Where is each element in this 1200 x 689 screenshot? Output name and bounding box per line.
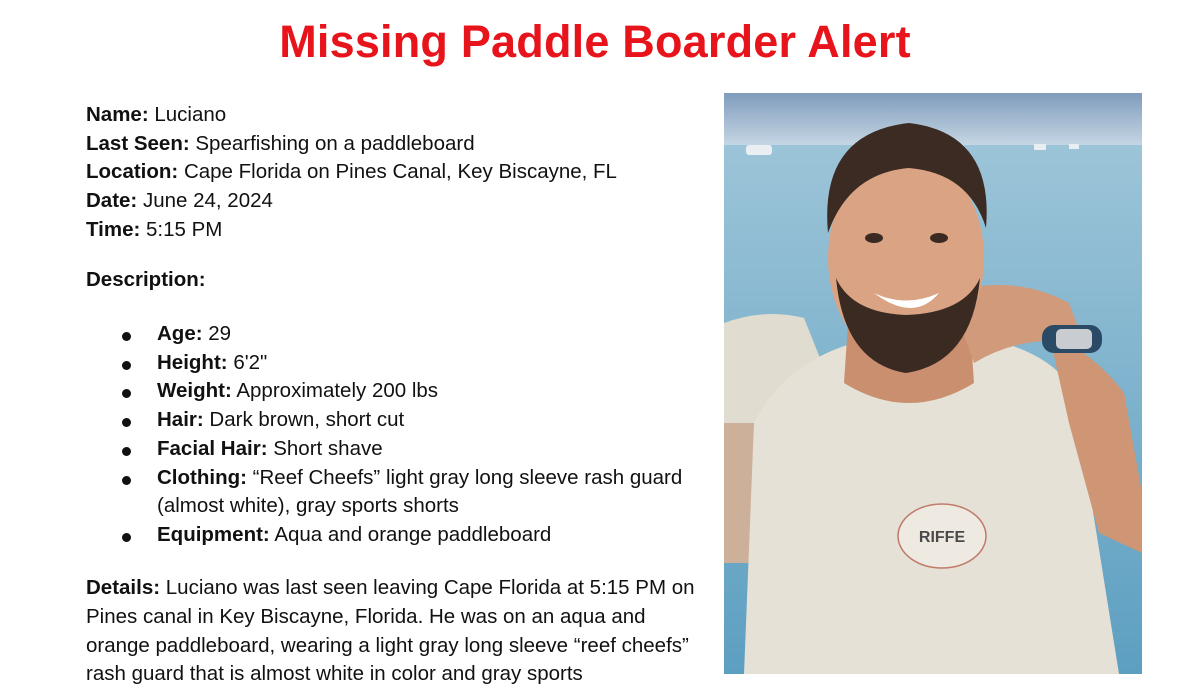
- info-time: Time: 5:15 PM: [86, 217, 223, 241]
- bullet-icon: [122, 361, 131, 370]
- bullet-icon: [122, 418, 131, 427]
- photo-illustration: [724, 93, 1142, 674]
- list-item: Weight: Approximately 200 lbs: [86, 377, 686, 406]
- missing-person-photo: [724, 93, 1142, 674]
- details-paragraph: Details: Luciano was last seen leaving Cape Florida at 5:15 PM on Pines canal in Key Biscayne, Florida. He was on an aqua and orange paddleboard, wearing a light gray long sleeve “reef cheefs” rash guard that is almost white in color and gray sports: [86, 576, 695, 686]
- list-item: Clothing: “Reef Cheefs” light gray long sleeve rash guard (almost white), gray sports shorts: [86, 464, 686, 521]
- description-list: [86, 320, 686, 550]
- bullet-icon: [122, 476, 131, 485]
- list-item: Hair: Dark brown, short cut: [86, 406, 686, 435]
- list-item: Age: 29: [86, 320, 686, 349]
- page-title: Missing Paddle Boarder Alert: [279, 16, 911, 67]
- bullet-icon: [122, 332, 131, 341]
- bullet-icon: [122, 389, 131, 398]
- info-block: [86, 101, 617, 245]
- shirt-logo-text: RIFFE: [918, 529, 966, 546]
- list-item: Facial Hair: Short shave: [86, 435, 686, 464]
- bullet-icon: [122, 447, 131, 456]
- list-item: Height: 6'2": [86, 349, 686, 378]
- info-date: Date: June 24, 2024: [86, 189, 273, 213]
- list-item: Equipment: Aqua and orange paddleboard: [86, 521, 686, 550]
- bullet-icon: [122, 533, 131, 542]
- description-heading: Description:: [86, 268, 206, 291]
- info-name: Name: Luciano: [86, 103, 227, 126]
- info-last-seen: Last Seen: Spearfishing on a paddleboard: [86, 131, 475, 155]
- info-location: Location: Cape Florida on Pines Canal, Key Biscayne, FL: [86, 160, 617, 184]
